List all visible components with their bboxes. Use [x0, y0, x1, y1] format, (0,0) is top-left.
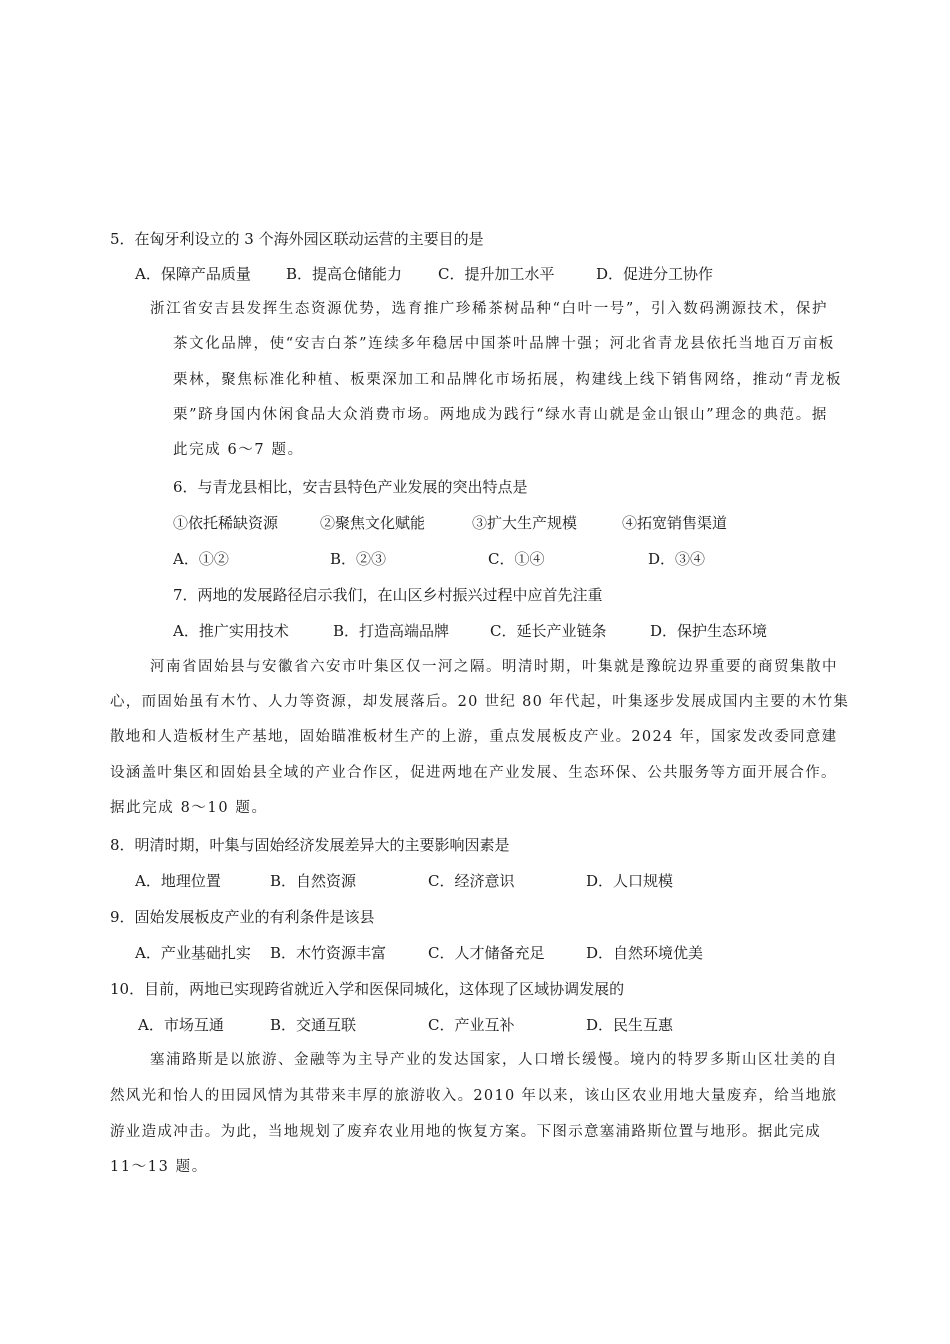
passage-1-line: 栗林，聚焦标准化种植、板栗深加工和品牌化市场拓展，构建线上线下销售网络，推动“青龙板	[173, 372, 843, 388]
question-8-option-d: D．人口规模	[586, 872, 674, 890]
question-5-option-a: A．保障产品质量	[135, 265, 251, 283]
passage-2-line: 设涵盖叶集区和固始县全域的产业合作区，促进两地在产业发展、生态环保、公共服务等方面开展合作。	[110, 765, 837, 781]
passage-3-line: 11～13 题。	[110, 1159, 208, 1175]
question-6-item-3: ③扩大生产规模	[472, 514, 578, 532]
question-10-option-c: C．产业互补	[428, 1016, 515, 1034]
question-6-stem: 6．与青龙县相比，安吉县特色产业发展的突出特点是	[173, 478, 528, 496]
question-8-option-a: A．地理位置	[135, 872, 221, 890]
question-5-option-d: D．促进分工协作	[596, 265, 714, 283]
question-10-option-b: B．交通互联	[270, 1016, 357, 1034]
question-10-option-a: A．市场互通	[138, 1016, 224, 1034]
passage-1-line: 栗”跻身国内休闲食品大众消费市场。两地成为践行“绿水青山就是金山银山”理念的典范。据	[173, 407, 828, 423]
question-6-item-2: ②聚焦文化赋能	[320, 514, 426, 532]
question-7-stem: 7．两地的发展路径启示我们，在山区乡村振兴过程中应首先注重	[173, 586, 603, 604]
passage-2-line: 河南省固始县与安徽省六安市叶集区仅一河之隔。明清时期，叶集就是豫皖边界重要的商贸集散中	[150, 659, 838, 675]
passage-2-line: 据此完成 8～10 题。	[110, 800, 268, 816]
question-7-option-c: C．延长产业链条	[490, 622, 607, 640]
passage-1-line: 茶文化品牌，使“安吉白茶”连续多年稳居中国茶叶品牌十强；河北省青龙县依托当地百万亩板	[173, 336, 836, 352]
question-5-stem: 5．在匈牙利设立的 3 个海外园区联动运营的主要目的是	[110, 230, 484, 248]
question-7-option-b: B．打造高端品牌	[333, 622, 450, 640]
question-8-stem: 8．明清时期，叶集与固始经济发展差异大的主要影响因素是	[110, 836, 510, 854]
passage-1-line: 此完成 6～7 题。	[173, 442, 304, 458]
question-6-option-c: C．①④	[488, 550, 545, 568]
question-10-option-d: D．民生互惠	[586, 1016, 674, 1034]
passage-2-line: 心，而固始虽有木竹、人力等资源，却发展落后。20 世纪 80 年代起，叶集逐步发展成国内主要的木竹集	[110, 694, 850, 710]
passage-3-line: 游业造成冲击。为此，当地规划了废弃农业用地的恢复方案。下图示意塞浦路斯位置与地形。据此完成	[110, 1124, 821, 1140]
question-6-option-d: D．③④	[648, 550, 706, 568]
question-8-option-b: B．自然资源	[270, 872, 357, 890]
question-6-item-4: ④拓宽销售渠道	[622, 514, 728, 532]
question-5-option-b: B．提高仓储能力	[286, 265, 403, 283]
question-9-stem: 9．固始发展板皮产业的有利条件是该县	[110, 908, 375, 926]
passage-2-line: 散地和人造板材生产基地，固始瞄准板材生产的上游，重点发展板皮产业。2024 年，国家发改委同意建	[110, 729, 838, 745]
question-10-stem: 10．目前，两地已实现跨省就近入学和医保同城化，这体现了区域协调发展的	[110, 980, 625, 998]
passage-1-line: 浙江省安吉县发挥生态资源优势，选育推广珍稀茶树品种“白叶一号”，引入数码溯源技术，保护	[150, 301, 829, 317]
question-9-option-d: D．自然环境优美	[586, 944, 704, 962]
question-6-option-b: B．②③	[330, 550, 387, 568]
question-7-option-d: D．保护生态环境	[650, 622, 768, 640]
question-6-item-1: ①依托稀缺资源	[173, 514, 279, 532]
question-7-option-a: A．推广实用技术	[173, 622, 289, 640]
question-6-option-a: A．①②	[173, 550, 229, 568]
question-8-option-c: C．经济意识	[428, 872, 515, 890]
question-9-option-b: B．木竹资源丰富	[270, 944, 387, 962]
question-9-option-c: C．人才储备充足	[428, 944, 545, 962]
question-5-option-c: C．提升加工水平	[438, 265, 555, 283]
passage-3-line: 然风光和怡人的田园风情为其带来丰厚的旅游收入。2010 年以来，该山区农业用地大量废弃，给当地旅	[110, 1088, 838, 1104]
passage-3-line: 塞浦路斯是以旅游、金融等为主导产业的发达国家，人口增长缓慢。境内的特罗多斯山区壮美的自	[150, 1052, 838, 1068]
question-9-option-a: A．产业基础扎实	[135, 944, 251, 962]
